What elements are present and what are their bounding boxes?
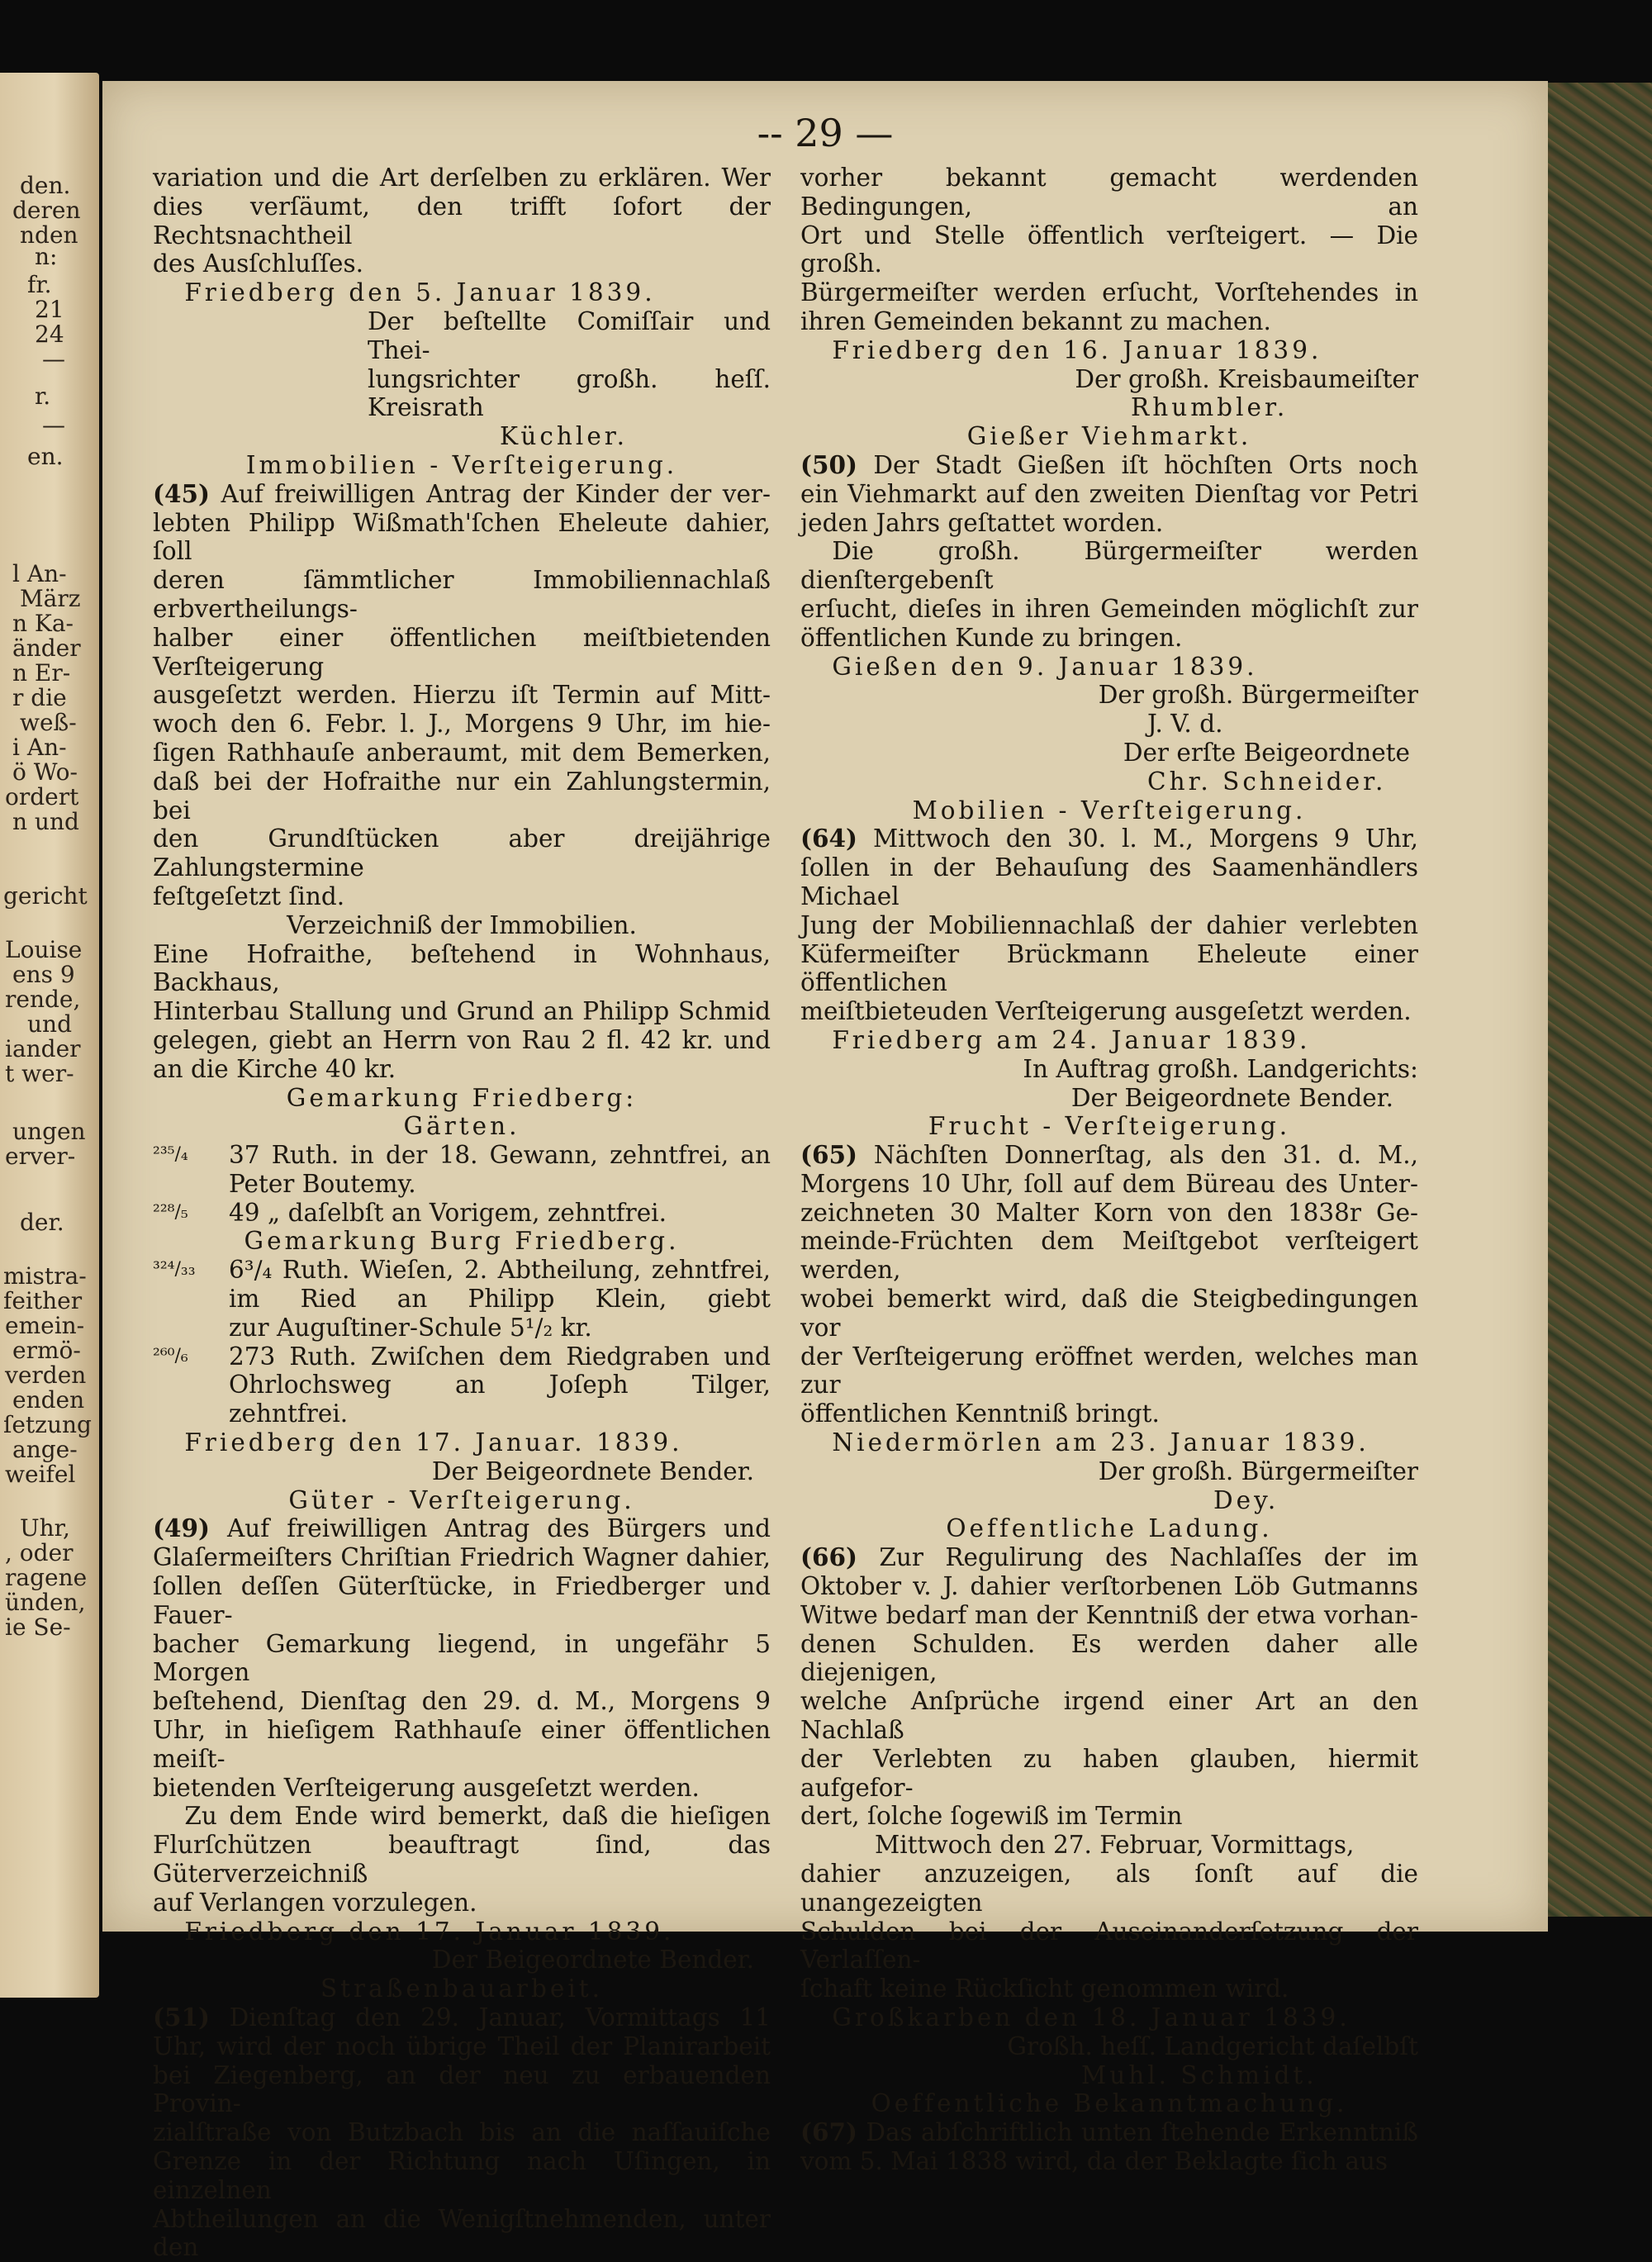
sig-line: lungsrichter großh. heſſ. Kreisrath — [368, 364, 771, 422]
parcel-line: 49 „ daſelbſt an Vorigem, zehntfrei. — [229, 1198, 667, 1227]
margin-fragment: feither — [3, 1287, 83, 1314]
text-line: Ort und Stelle öffentlich verſteigert. — Die großh. — [800, 221, 1418, 278]
margin-fragment: 24 — [35, 321, 64, 348]
text-line: des Ausſchluſſes. — [153, 249, 363, 278]
text-line — [153, 2003, 771, 2032]
section-67-body — [800, 2118, 1418, 2176]
text-line: erſucht, dieſes in ihren Gemeinden möglichſt zur — [800, 594, 1418, 623]
parcel-number: ²³⁵/₄ — [153, 1144, 188, 1166]
margin-fragment: Louise — [5, 936, 83, 963]
margin-fragment: gericht — [3, 882, 88, 910]
text-line: daß bei der Hofraithe nur ein Zahlungstermin, bei — [153, 767, 771, 824]
section-45-heading: Immobilien - Verſteigerung. — [245, 450, 678, 479]
text-line-content: Der Stadt Gießen iſt höchſten Orts noch — [873, 450, 1418, 479]
entry-number: (51) — [153, 2003, 210, 2032]
text-line: gelegen, giebt an Herrn von Rau 2 fl. 42 kr. und — [153, 1025, 771, 1054]
text-line: welche Anſprüche irgend einer Art an den Nachlaß — [800, 1687, 1418, 1745]
text-line: bacher Gemarkung liegend, in ungefähr 5 Morgen — [153, 1629, 771, 1687]
text-line-content: Dienſtag den 29. Januar, Vormittags 11 — [229, 2003, 771, 2032]
text-line-content: Das abſchriftlich unten ſtehende Erkenntniß — [866, 2118, 1418, 2147]
parcel-number: ²²⁸/₅ — [153, 1201, 188, 1223]
text-line: vom 5. Mai 1838 wird, da der Beklagte ſich aus — [800, 2146, 1389, 2175]
text-line: Abtheilungen an die Wenigſtnehmenden, unter den — [153, 2204, 771, 2262]
marbled-cover — [1532, 83, 1652, 1917]
section-65-sig-2: Dey. — [1213, 1485, 1279, 1514]
margin-fragment: weifel — [5, 1461, 76, 1488]
margin-fragment: — — [42, 411, 65, 439]
margin-fragment: den. — [20, 172, 71, 199]
section-50-sig-3: Der erſte Beigeordnete — [1123, 738, 1410, 767]
margin-fragment: ie Se- — [5, 1613, 71, 1641]
section-66-body — [800, 1543, 1418, 1831]
section-50-sig-4: Chr. Schneider. — [1147, 767, 1387, 796]
right-column — [800, 164, 1418, 2176]
margin-fragment: verden — [5, 1361, 87, 1389]
section-49-heading: Güter - Verſteigerung. — [288, 1485, 635, 1514]
parcels-group-2 — [153, 1256, 771, 1428]
section-45-body — [153, 480, 771, 911]
section-49-note — [153, 1802, 771, 1917]
parcel-line: zehntfrei. — [229, 1399, 349, 1428]
section-66-termin: Mittwoch den 27. Februar, Vormittags, — [875, 1831, 1355, 1860]
parcel-entry — [153, 1256, 771, 1342]
parcel-number: ²⁶⁰/₆ — [153, 1345, 188, 1366]
margin-fragment: n Ka- — [12, 610, 74, 637]
text-line — [800, 2118, 1418, 2147]
section-66-date: Großkarben den 18. Januar 1839. — [832, 2003, 1351, 2032]
entry-number: (65) — [800, 1140, 857, 1170]
text-line: öffentlichen Kenntniß bringt. — [800, 1399, 1160, 1428]
margin-fragment: erver- — [5, 1143, 76, 1170]
parcel-line: im Ried an Philipp Klein, giebt — [229, 1285, 771, 1314]
text-line: halber einer öffentlichen meiſtbietenden Verſteigerung — [153, 623, 771, 681]
gaerten-heading: Gärten. — [403, 1112, 520, 1141]
text-line: zialſtraße von Butzbach bis an die naſſauiſche — [153, 2118, 771, 2147]
margin-fragment: n: — [35, 243, 58, 270]
margin-fragment: ünden, — [5, 1589, 86, 1616]
text-line: wobei bemerkt wird, daß die Steigbedingungen vor — [800, 1285, 1418, 1342]
text-line: vorher bekannt gemacht werdenden Bedingungen, an — [800, 164, 1418, 221]
parcel-line: zur Auguſtiner-Schule 5¹/₂ kr. — [229, 1313, 592, 1342]
margin-fragment: , oder — [5, 1539, 74, 1566]
text-line: ſollen deſſen Güterſtücke, in Friedberger und Fauer- — [153, 1572, 771, 1629]
text-line: Uhr, in hieſigem Rathhauſe einer öffentlichen meiſt- — [153, 1716, 771, 1773]
text-line: Uhr, wird der noch übrige Theil der Planirarbeit — [153, 2032, 771, 2060]
continued-signature-2: Rhumbler. — [1131, 393, 1289, 422]
facing-page-edge — [0, 73, 99, 1998]
section-45-date: Friedberg den 17. Januar. 1839. — [184, 1428, 683, 1457]
text-line: Schulden bei der Auseinanderſetzung der Verlaſſen- — [800, 1917, 1418, 1974]
continued-text — [800, 164, 1418, 336]
intro-signature — [153, 307, 771, 451]
parcel-line: 37 Ruth. in der 18. Gewann, zehntfrei, an — [229, 1141, 771, 1170]
section-64-sig-2: Der Beigeordnete Bender. — [1070, 1083, 1393, 1112]
text-line-content: Auf freiwilligen Antrag des Bürgers und — [226, 1514, 771, 1543]
parcel-entry — [153, 1342, 771, 1428]
margin-fragment: r die — [12, 684, 67, 711]
margin-fragment: l An- — [12, 560, 67, 587]
text-line: den Grundſtücken aber dreijährige Zahlungstermine — [153, 824, 771, 882]
margin-fragment: 21 — [35, 296, 64, 323]
entry-number: (45) — [153, 478, 210, 508]
document-page — [102, 81, 1548, 2262]
text-line: meinde-Früchten dem Meiſtgebot verſteigert werden, — [800, 1227, 1418, 1285]
text-line — [800, 451, 1418, 480]
margin-fragment: iander — [5, 1035, 81, 1062]
section-50-sig-2: J. V. d. — [1147, 710, 1223, 739]
section-50-note — [800, 537, 1418, 652]
margin-fragment: en. — [27, 443, 64, 470]
margin-fragment: enden — [12, 1386, 85, 1414]
section-45-list-title: Verzeichniß der Immobilien. — [287, 910, 637, 939]
margin-fragment: der. — [20, 1209, 64, 1236]
continued-signature-1: Der großh. Kreisbaumeiſter — [1075, 364, 1418, 393]
margin-fragment: ordert — [5, 783, 79, 810]
section-64-body — [800, 824, 1418, 1026]
intro-date: Friedberg den 5. Januar 1839. — [184, 278, 656, 307]
text-line: feſtgeſetzt ſind. — [153, 882, 345, 910]
text-line: Morgens 10 Uhr, ſoll auf dem Büreau des Unter- — [800, 1169, 1418, 1198]
margin-fragment: ange- — [12, 1436, 78, 1463]
text-line: deren ſämmtlicher Immobiliennachlaß erbvertheilungs- — [153, 566, 771, 623]
text-line: ſigen Rathhauſe anberaumt, mit dem Bemerken, — [153, 738, 771, 767]
section-64-date: Friedberg am 24. Januar 1839. — [832, 1025, 1311, 1054]
text-line: Die großh. Bürgermeiſter werden dienſtergebenſt — [800, 537, 1418, 595]
text-line-content: Auf freiwilligen Antrag der Kinder der ver- — [221, 479, 771, 508]
section-66-note — [800, 1860, 1418, 2003]
section-65-date: Niedermörlen am 23. Januar 1839. — [832, 1428, 1370, 1457]
margin-fragment: — — [42, 345, 65, 373]
text-line — [153, 480, 771, 509]
margin-fragment: deren — [12, 197, 81, 224]
margin-fragment: mistra- — [3, 1262, 87, 1290]
text-line: jeden Jahrs geſtattet worden. — [800, 508, 1164, 537]
parcel-text — [229, 1199, 771, 1228]
text-line: ausgeſetzt werden. Hierzu iſt Termin auf Mitt- — [153, 681, 771, 710]
text-line: Jung der Mobiliennachlaß der dahier verlebten — [800, 910, 1418, 939]
margin-fragment: ſetzung — [3, 1411, 92, 1438]
text-line: denen Schulden. Es werden daher alle diejenigen, — [800, 1629, 1418, 1687]
section-50-date: Gießen den 9. Januar 1839. — [832, 652, 1258, 681]
text-line: Bürgermeiſter werden erſucht, Vorſtehendes in — [800, 278, 1418, 307]
margin-fragment: änder — [12, 634, 81, 662]
section-45-signature: Der Beigeordnete Bender. — [431, 1457, 754, 1485]
gemarkung-burg-friedberg: Gemarkung Burg Friedberg. — [244, 1227, 680, 1256]
gemarkung-friedberg: Gemarkung Friedberg: — [286, 1083, 638, 1112]
section-64-heading: Mobilien - Verſteigerung. — [912, 796, 1307, 824]
text-line — [800, 1543, 1418, 1572]
section-65-heading: Frucht - Verſteigerung. — [928, 1112, 1291, 1141]
section-50-heading: Gießer Viehmarkt. — [966, 422, 1252, 451]
text-line: ſchaft keine Rückſicht genommen wird. — [800, 1974, 1289, 2003]
section-50-sig-1: Der großh. Bürgermeiſter — [1098, 681, 1418, 710]
text-line: an die Kirche 40 kr. — [153, 1054, 396, 1083]
text-line — [800, 1141, 1418, 1170]
parcel-entry — [153, 1199, 771, 1228]
text-line: der Verlebten zu haben glauben, hiermit aufgefor- — [800, 1744, 1418, 1802]
text-line: Hinterbau Stallung und Grund an Philipp Schmid — [153, 997, 771, 1026]
text-line: beſtehend, Dienſtag den 29. d. M., Morgens 9 — [153, 1687, 771, 1716]
parcel-number: ³²⁴/₃₃ — [153, 1259, 196, 1281]
text-line: zeichneten 30 Malter Korn von den 1838r Ge- — [800, 1198, 1418, 1227]
text-line: ein Viehmarkt auf den zweiten Dienſtag vor Petri — [800, 479, 1418, 508]
parcel-line: Peter Boutemy. — [229, 1169, 416, 1198]
section-66-sig-2: Muhl. Schmidt. — [1081, 2060, 1317, 2089]
text-line: lebten Philipp Wißmath'ſchen Eheleute dahier, ſoll — [153, 508, 771, 566]
intro-text — [153, 164, 771, 278]
section-67-heading: Oeffentliche Bekanntmachung. — [871, 2089, 1348, 2118]
section-49-body — [153, 1514, 771, 1802]
section-65-body — [800, 1141, 1418, 1428]
section-51-body — [153, 2003, 771, 2262]
margin-fragment: t wer- — [5, 1060, 74, 1087]
text-line: Zu dem Ende wird bemerkt, daß die hieſigen — [184, 1802, 771, 1831]
left-column — [153, 164, 771, 2262]
margin-fragment: ermö- — [12, 1337, 81, 1364]
text-line-content: Nächſten Donnerſtag, als den 31. d. M., — [873, 1141, 1418, 1170]
entry-number: (66) — [800, 1542, 857, 1572]
text-line: Grenze in der Richtung nach Uſingen, in einzelnen — [153, 2146, 771, 2204]
margin-fragment: r. — [35, 383, 51, 410]
text-line — [153, 1514, 771, 1543]
margin-fragment: n Er- — [12, 659, 71, 687]
text-line: Witwe bedarf man der Kenntniß der etwa vorhan- — [800, 1600, 1418, 1629]
page-number-header: -- 29 — — [757, 111, 894, 155]
margin-fragment: ens 9 — [12, 961, 75, 988]
section-50-body — [800, 451, 1418, 537]
margin-fragment: Uhr, — [20, 1514, 70, 1542]
parcel-entry — [153, 1141, 771, 1199]
sig-name: Küchler. — [500, 422, 629, 451]
section-64-sig-1: In Auftrag großh. Landgerichts: — [1023, 1054, 1418, 1083]
text-line: dies verſäumt, den trifft ſofort der Rechtsnachtheil — [153, 192, 771, 249]
section-65-sig-1: Der großh. Bürgermeiſter — [1098, 1457, 1418, 1485]
text-line: woch den 6. Febr. l. J., Morgens 9 Uhr, im hie- — [153, 710, 771, 739]
text-line: Oktober v. J. dahier verſtorbenen Löb Gutmanns — [800, 1572, 1418, 1601]
text-line: bietenden Verſteigerung ausgeſetzt werden. — [153, 1773, 700, 1802]
text-line: variation und die Art derſelben zu erklären. Wer — [153, 164, 771, 192]
section-66-heading: Oeffentliche Ladung. — [946, 1514, 1273, 1543]
parcels-group-1 — [153, 1141, 771, 1227]
margin-fragment: i An- — [12, 734, 67, 761]
text-line: dert, ſolche ſogewiß im Termin — [800, 1802, 1183, 1831]
margin-fragment: fr. — [27, 271, 52, 298]
text-line-content: Zur Regulirung des Nachlaſſes der im — [879, 1543, 1418, 1572]
section-51-heading: Straßenbauarbeit. — [320, 1974, 604, 2003]
section-66-sig-1: Großh. heſſ. Landgericht daſelbſt — [1007, 2032, 1418, 2060]
parcel-text — [229, 1342, 771, 1428]
parcel-text — [229, 1141, 771, 1199]
text-line: dahier anzuzeigen, als ſonſt auf die unangezeigten — [800, 1860, 1418, 1917]
parcel-text — [229, 1256, 771, 1342]
entry-number: (50) — [800, 449, 857, 479]
margin-fragment: ungen — [12, 1118, 86, 1145]
text-line — [800, 824, 1418, 853]
entry-number: (64) — [800, 824, 857, 853]
margin-fragment: n und — [12, 808, 79, 835]
margin-fragment: weß- — [20, 709, 77, 736]
margin-fragment: ö Wo- — [12, 758, 78, 786]
text-line: ſollen in der Behauſung des Saamenhändlers Michael — [800, 853, 1418, 910]
margin-fragment: emein- — [5, 1312, 85, 1339]
text-line: bei Ziegenberg, an der neu zu erbauenden Provin- — [153, 2060, 771, 2118]
section-45-list-intro — [153, 940, 771, 1084]
sig-line: Der beſtellte Comiſſair und Thei- — [368, 307, 771, 364]
margin-fragment: rende, — [5, 986, 81, 1013]
parcel-line: 6³/₄ Ruth. Wieſen, 2. Abtheilung, zehntfrei, — [229, 1256, 771, 1285]
text-line: Eine Hofraithe, beſtehend in Wohnhaus, Backhaus, — [153, 939, 771, 997]
entry-number: (67) — [800, 2117, 857, 2147]
continued-date: Friedberg den 16. Januar 1839. — [832, 335, 1322, 364]
section-49-date: Friedberg den 17. Januar 1839. — [184, 1917, 675, 1946]
margin-fragment: ragene — [5, 1564, 88, 1591]
text-line: öffentlichen Kunde zu bringen. — [800, 623, 1183, 652]
text-line: der Verſteigerung eröffnet werden, welches man zur — [800, 1342, 1418, 1399]
margin-fragment: nden — [20, 221, 78, 249]
section-49-signature: Der Beigeordnete Bender. — [431, 1946, 754, 1974]
text-line-content: Mittwoch den 30. l. M., Morgens 9 Uhr, — [872, 824, 1418, 853]
text-line: meiſtbieteuden Verſteigerung ausgeſetzt werden. — [800, 997, 1412, 1026]
margin-fragment: und — [27, 1010, 72, 1038]
margin-fragment: März — [20, 585, 81, 612]
text-line: ihren Gemeinden bekannt zu machen. — [800, 307, 1271, 335]
parcel-line: 273 Ruth. Zwiſchen dem Riedgraben und — [229, 1342, 771, 1371]
entry-number: (49) — [153, 1514, 210, 1543]
text-line: Küfermeiſter Brückmann Eheleute einer öffentlichen — [800, 939, 1418, 997]
text-line: auf Verlangen vorzulegen. — [153, 1888, 477, 1917]
text-line: Flurſchützen beauftragt ſind, das Güterverzeichniß — [153, 1831, 771, 1889]
text-line: Glaſermeiſters Chriſtian Friedrich Wagner dahier, — [153, 1543, 771, 1572]
parcel-line: Ohrlochsweg an Joſeph Tilger, — [229, 1371, 771, 1399]
